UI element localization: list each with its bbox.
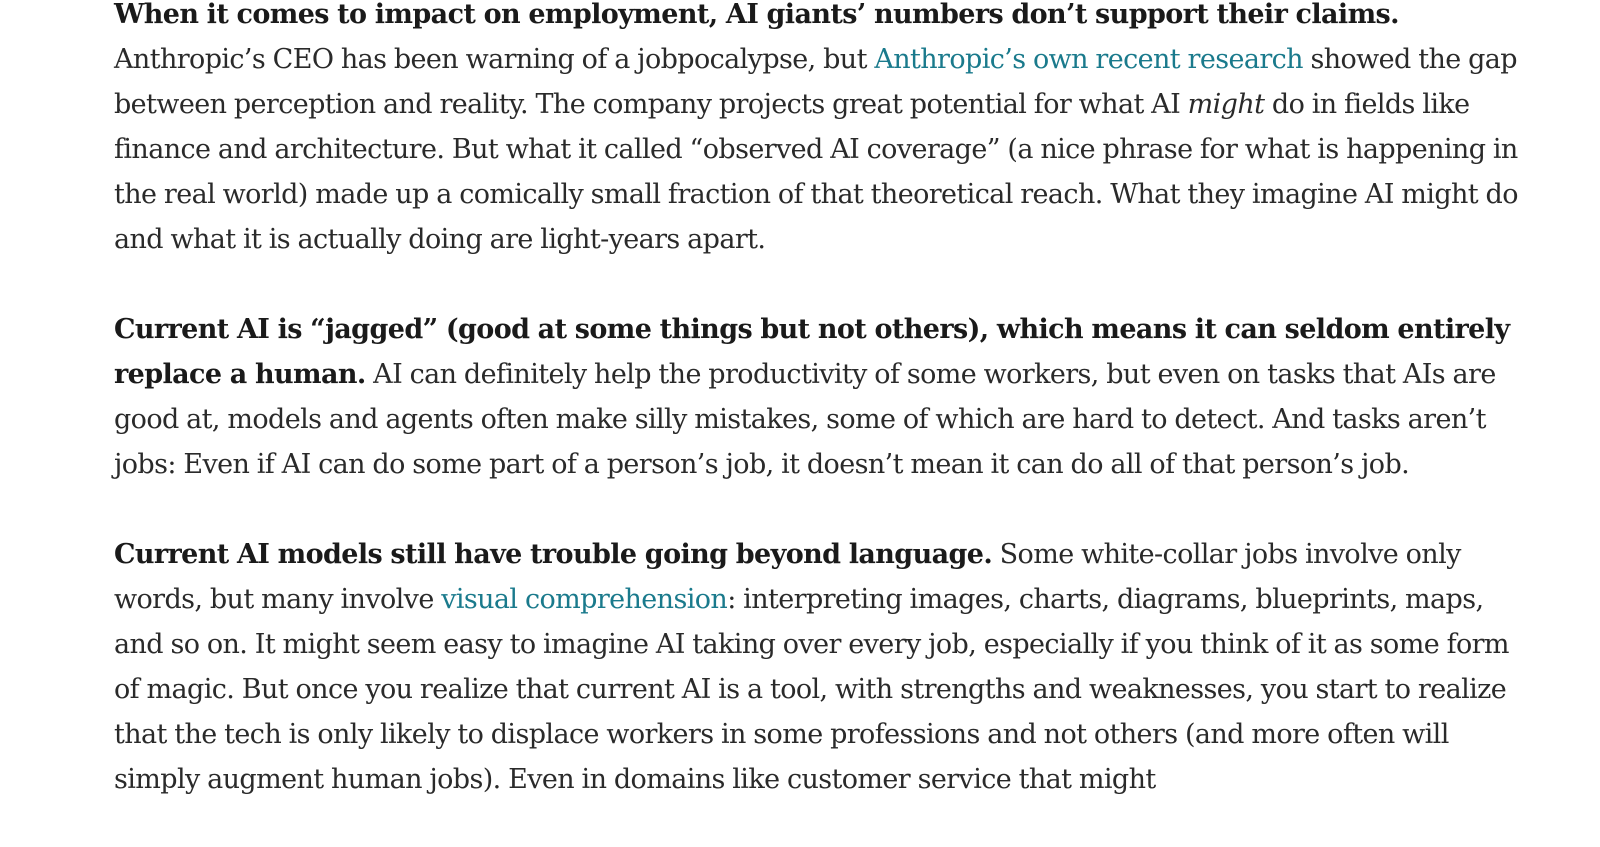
paragraph-text: Some white-collar jobs involve only words, but many involve <box>114 539 1461 615</box>
paragraph-text: AI can definitely help the productivity of some workers, but even on tasks that AIs are good at, models and agents often make silly mistakes, some of which are hard to detect. And tasks aren’t jobs: Even if AI can do some part of a person’s job, it doesn’t mean it can do all of that person’s job. <box>114 359 1496 480</box>
paragraph-text: Anthropic’s CEO has been warning of a jobpocalypse, but <box>114 44 875 75</box>
paragraph-lead: Current AI is “jagged” (good at some things but not others), which means it can seldom entirely replace a human. <box>114 314 1510 390</box>
paragraph-employment-impact <box>114 0 1534 262</box>
paragraph-text: do in fields like finance and architecture. But what it called “observed AI coverage” (a nice phrase for what is happening in the real world) made up a comically small fraction of that theoretical reach. What they imagine AI might do and what it is actually doing are light-years apart. <box>114 89 1518 255</box>
paragraph-text: showed the gap between perception and reality. The company projects great potential for what AI <box>114 44 1517 120</box>
visual-comprehension-link[interactable]: visual comprehension <box>441 584 728 615</box>
paragraph-text: : interpreting images, charts, diagrams, blueprints, maps, and so on. It might seem easy to imagine AI taking over every job, especially if you think of it as some form of magic. But once you realize that current AI is a tool, with strengths and weaknesses, you start to realize that the tech is only likely to displace workers in some professions and not others (and more often will simply augment human jobs). Even in domains like customer service that might <box>114 584 1509 795</box>
paragraph-jagged-ai <box>114 307 1534 487</box>
article-body <box>114 0 1534 847</box>
emphasized-word: might <box>1187 89 1265 120</box>
paragraph-beyond-language <box>114 532 1534 802</box>
paragraph-lead: When it comes to impact on employment, AI giants’ numbers don’t support their claims. <box>114 0 1399 30</box>
paragraph-lead: Current AI models still have trouble going beyond language. <box>114 539 993 570</box>
anthropic-research-link[interactable]: Anthropic’s own recent research <box>874 44 1303 75</box>
